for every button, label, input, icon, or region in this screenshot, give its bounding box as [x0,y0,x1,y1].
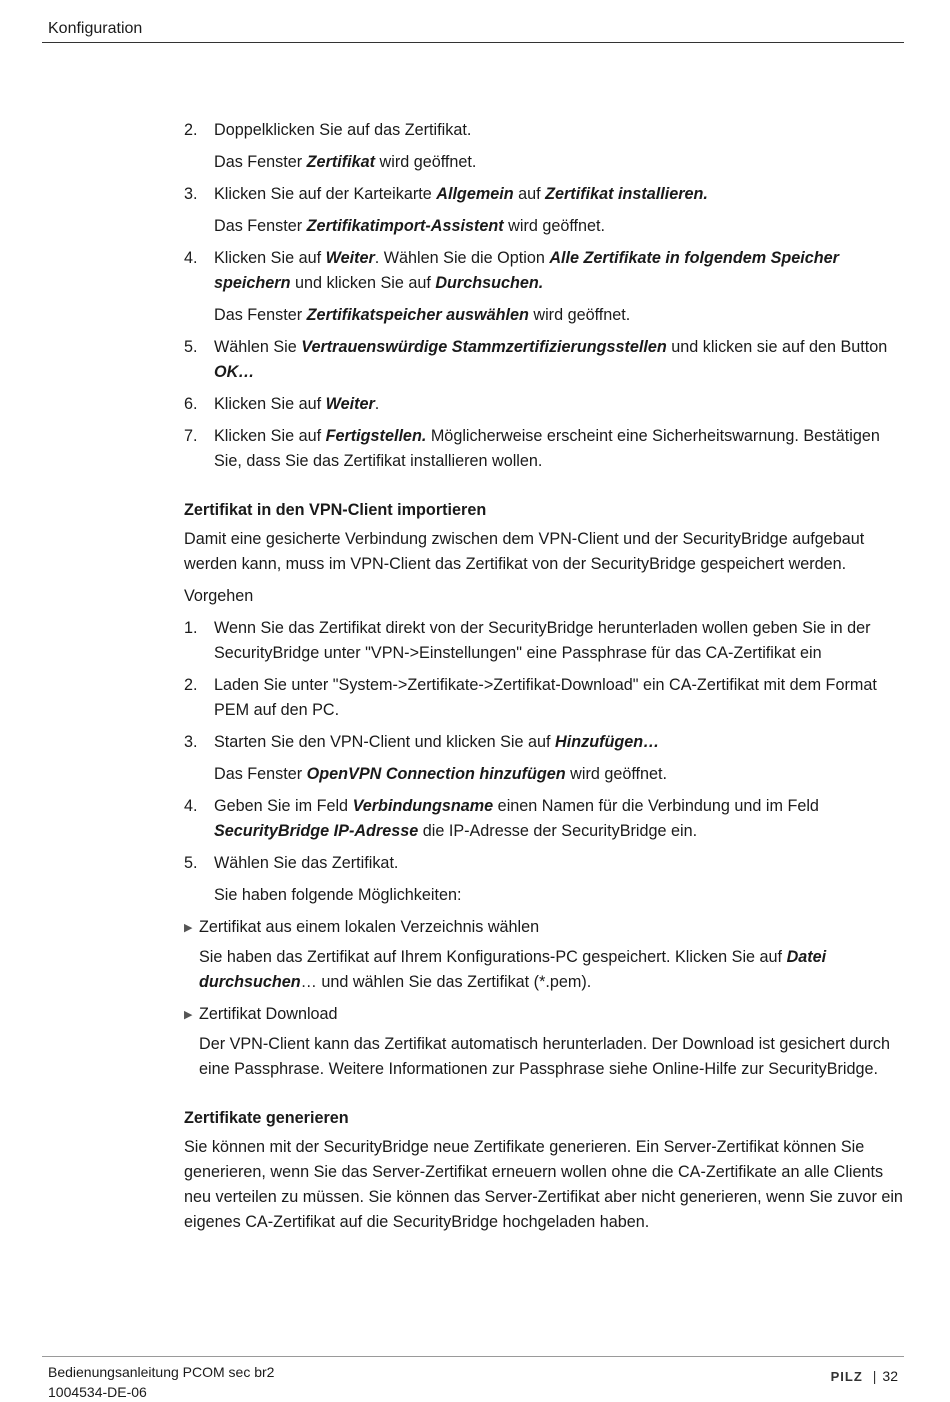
pilz-logo: PILZ [830,1368,863,1384]
generate-certificates-paragraph: Sie können mit der SecurityBridge neue Zertifikate generieren. Ein Server-Zertifikat können Sie generieren, wenn Sie das Server-Zertifikat erneuern wollen ohne die CA-Zertifikate an alle Clients neu verteilen zu müssen. Sie können das Server-Zertifikat aber nicht generieren, wenn Sie zuvor ein eigenes CA-Zertifikat auf die SecurityBridge hochgeladen haben. [184,1138,903,1231]
option-title: Zertifikat aus einem lokalen Verzeichnis wählen [199,918,540,936]
step-text: Klicken Sie auf der Karteikarte Allgemein auf Zertifikat installieren. [214,185,708,203]
option-body: Sie haben das Zertifikat auf Ihrem Konfigurations-PC gespeichert. Klicken Sie auf Datei durchsuchen… und wählen Sie das Zertifikat (*.pem). [199,948,827,991]
step-number: 3. [184,185,198,203]
step-number: 5. [184,338,198,356]
step-text: Geben Sie im Feld Verbindungsname einen Namen für die Verbindung und im Feld SecurityBridge IP-Adresse die IP-Adresse der SecurityBridge ein. [214,797,819,840]
step-item [184,118,904,143]
step-number: 5. [184,854,198,872]
document-number: 1004534-DE-06 [48,1384,147,1400]
step-number: 3. [184,733,198,751]
page-header-title: Konfiguration [48,20,143,37]
step-item [184,730,904,755]
page-separator: | [872,1368,877,1384]
footer-page-info [831,1368,898,1384]
step-number: 1. [184,619,198,637]
step-number: 2. [184,676,198,694]
step-result: Das Fenster Zertifikatspeicher auswählen wird geöffnet. [214,306,631,324]
step-text: Wählen Sie Vertrauenswürdige Stammzertifizierungsstellen und klicken sie auf den Button OK… [214,338,888,381]
step-text: Laden Sie unter "System->Zertifikate->Zertifikat-Download" ein CA-Zertifikat mit dem Format PEM auf den PC. [214,676,877,719]
step-result: Das Fenster Zertifikatimport-Assistent wird geöffnet. [214,217,606,235]
triangle-bullet-icon: ▶ [184,1009,193,1021]
vpn-intro-paragraph: Damit eine gesicherte Verbindung zwischen dem VPN-Client und der SecurityBridge aufgebaut werden kann, muss im VPN-Client das Zertifikat von der SecurityBridge gespeichert werden. [184,530,865,573]
step-text: Wenn Sie das Zertifikat direkt von der SecurityBridge herunterladen wollen geben Sie in der SecurityBridge unter "VPN->Einstellungen" eine Passphrase für das CA-Zertifikat ein [214,619,871,662]
step-result: Das Fenster OpenVPN Connection hinzufügen wird geöffnet. [214,765,668,783]
step-number: 4. [184,249,198,267]
step-text: Doppelklicken Sie auf das Zertifikat. [214,121,472,139]
header-divider [42,42,904,43]
step-result: Sie haben folgende Möglichkeiten: [214,886,462,904]
section-heading-vpn-import: Zertifikat in den VPN-Client importieren [184,501,487,519]
page-number: 32 [882,1368,898,1384]
step-item [184,246,904,296]
step-number: 4. [184,797,198,815]
step-result: Das Fenster Zertifikat wird geöffnet. [214,153,477,171]
vpn-import-steps [184,616,904,908]
certificate-options [184,915,904,1082]
step-item [184,673,904,723]
step-text: Klicken Sie auf Fertigstellen. Möglicherweise erscheint eine Sicherheitswarnung. Bestätigen Sie, dass Sie das Zertifikat installieren wollen. [214,427,880,470]
option-item [184,915,904,941]
manual-title: Bedienungsanleitung PCOM sec br2 [48,1364,275,1380]
option-title: Zertifikat Download [199,1005,338,1023]
section-heading-generate-certificates: Zertifikate generieren [184,1109,349,1127]
footer-doc-info [48,1362,274,1402]
step-item [184,182,904,207]
step-text: Klicken Sie auf Weiter. Wählen Sie die Option Alle Zertifikate in folgendem Speicher speichern und klicken Sie auf Durchsuchen. [214,249,839,292]
step-item [184,794,904,844]
option-item [184,1002,904,1028]
installation-steps [184,118,904,474]
footer-divider [42,1356,904,1357]
step-number: 7. [184,427,198,445]
step-text: Wählen Sie das Zertifikat. [214,854,399,872]
page-content [184,118,904,1242]
step-text: Starten Sie den VPN-Client und klicken Sie auf Hinzufügen… [214,733,660,751]
step-text: Klicken Sie auf Weiter. [214,395,380,413]
step-item [184,616,904,666]
step-item [184,335,904,385]
step-item [184,851,904,876]
triangle-bullet-icon: ▶ [184,922,193,934]
procedure-label: Vorgehen [184,587,254,605]
step-item [184,392,904,417]
step-number: 6. [184,395,198,413]
option-body: Der VPN-Client kann das Zertifikat automatisch herunterladen. Der Download ist gesichert durch eine Passphrase. Weitere Informationen zur Passphrase siehe Online-Hilfe zur SecurityBridge. [199,1035,890,1078]
step-item [184,424,904,474]
step-number: 2. [184,121,198,139]
